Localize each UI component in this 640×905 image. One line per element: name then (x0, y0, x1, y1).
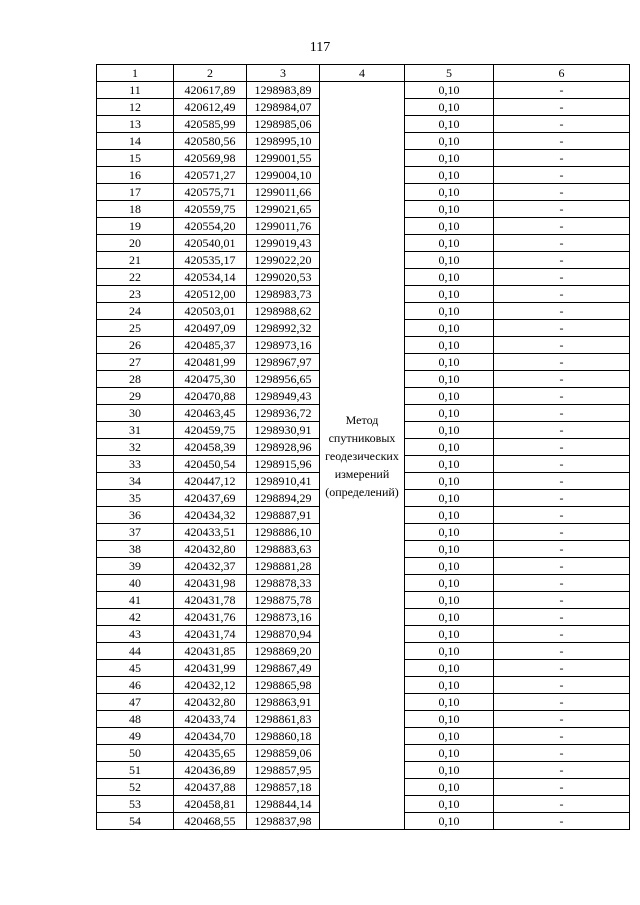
y-coordinate-cell: 1298881,28 (247, 558, 320, 575)
note-cell: - (494, 490, 630, 507)
note-cell: - (494, 575, 630, 592)
x-coordinate-cell: 420612,49 (174, 99, 247, 116)
y-coordinate-cell: 1298857,18 (247, 779, 320, 796)
x-coordinate-cell: 420447,12 (174, 473, 247, 490)
method-cell (320, 82, 405, 830)
y-coordinate-cell: 1298837,98 (247, 813, 320, 830)
accuracy-cell: 0,10 (405, 456, 494, 473)
point-number-cell: 14 (97, 133, 174, 150)
y-coordinate-cell: 1298949,43 (247, 388, 320, 405)
note-cell: - (494, 269, 630, 286)
x-coordinate-cell: 420433,74 (174, 711, 247, 728)
x-coordinate-cell: 420431,99 (174, 660, 247, 677)
note-cell: - (494, 184, 630, 201)
y-coordinate-cell: 1298983,73 (247, 286, 320, 303)
accuracy-cell: 0,10 (405, 626, 494, 643)
note-cell: - (494, 609, 630, 626)
point-number-cell: 32 (97, 439, 174, 456)
point-number-cell: 17 (97, 184, 174, 201)
accuracy-cell: 0,10 (405, 184, 494, 201)
y-coordinate-cell: 1298860,18 (247, 728, 320, 745)
header-col-1: 1 (97, 65, 174, 82)
accuracy-cell: 0,10 (405, 490, 494, 507)
note-cell: - (494, 99, 630, 116)
x-coordinate-cell: 420485,37 (174, 337, 247, 354)
note-cell: - (494, 677, 630, 694)
note-cell: - (494, 507, 630, 524)
method-line: Метод (345, 412, 379, 427)
x-coordinate-cell: 420458,81 (174, 796, 247, 813)
point-number-cell: 16 (97, 167, 174, 184)
header-col-5: 5 (405, 65, 494, 82)
point-number-cell: 15 (97, 150, 174, 167)
note-cell: - (494, 252, 630, 269)
x-coordinate-cell: 420585,99 (174, 116, 247, 133)
point-number-cell: 31 (97, 422, 174, 439)
note-cell: - (494, 796, 630, 813)
point-number-cell: 39 (97, 558, 174, 575)
point-number-cell: 26 (97, 337, 174, 354)
point-number-cell: 49 (97, 728, 174, 745)
x-coordinate-cell: 420459,75 (174, 422, 247, 439)
table-body (97, 82, 630, 830)
y-coordinate-cell: 1298861,83 (247, 711, 320, 728)
point-number-cell: 35 (97, 490, 174, 507)
y-coordinate-cell: 1298857,95 (247, 762, 320, 779)
point-number-cell: 18 (97, 201, 174, 218)
y-coordinate-cell: 1298928,96 (247, 439, 320, 456)
note-cell: - (494, 524, 630, 541)
point-number-cell: 11 (97, 82, 174, 99)
note-cell: - (494, 354, 630, 371)
point-number-cell: 51 (97, 762, 174, 779)
note-cell: - (494, 728, 630, 745)
x-coordinate-cell: 420437,88 (174, 779, 247, 796)
y-coordinate-cell: 1299001,55 (247, 150, 320, 167)
accuracy-cell: 0,10 (405, 167, 494, 184)
accuracy-cell: 0,10 (405, 337, 494, 354)
header-row (97, 65, 630, 82)
y-coordinate-cell: 1298983,89 (247, 82, 320, 99)
y-coordinate-cell: 1298887,91 (247, 507, 320, 524)
method-line: геодезических (325, 448, 399, 463)
header-col-3: 3 (247, 65, 320, 82)
note-cell: - (494, 133, 630, 150)
accuracy-cell: 0,10 (405, 82, 494, 99)
note-cell: - (494, 405, 630, 422)
x-coordinate-cell: 420475,30 (174, 371, 247, 388)
table-header (97, 65, 630, 82)
x-coordinate-cell: 420481,99 (174, 354, 247, 371)
y-coordinate-cell: 1298985,06 (247, 116, 320, 133)
x-coordinate-cell: 420470,88 (174, 388, 247, 405)
x-coordinate-cell: 420535,17 (174, 252, 247, 269)
y-coordinate-cell: 1299022,20 (247, 252, 320, 269)
point-number-cell: 27 (97, 354, 174, 371)
x-coordinate-cell: 420617,89 (174, 82, 247, 99)
y-coordinate-cell: 1298883,63 (247, 541, 320, 558)
note-cell: - (494, 643, 630, 660)
y-coordinate-cell: 1298988,62 (247, 303, 320, 320)
point-number-cell: 38 (97, 541, 174, 558)
point-number-cell: 33 (97, 456, 174, 473)
note-cell: - (494, 592, 630, 609)
note-cell: - (494, 303, 630, 320)
accuracy-cell: 0,10 (405, 218, 494, 235)
accuracy-cell: 0,10 (405, 99, 494, 116)
note-cell: - (494, 711, 630, 728)
point-number-cell: 40 (97, 575, 174, 592)
point-number-cell: 30 (97, 405, 174, 422)
y-coordinate-cell: 1298863,91 (247, 694, 320, 711)
note-cell: - (494, 439, 630, 456)
y-coordinate-cell: 1298936,72 (247, 405, 320, 422)
x-coordinate-cell: 420436,89 (174, 762, 247, 779)
note-cell: - (494, 116, 630, 133)
accuracy-cell: 0,10 (405, 320, 494, 337)
point-number-cell: 19 (97, 218, 174, 235)
y-coordinate-cell: 1298865,98 (247, 677, 320, 694)
x-coordinate-cell: 420540,01 (174, 235, 247, 252)
accuracy-cell: 0,10 (405, 201, 494, 218)
accuracy-cell: 0,10 (405, 405, 494, 422)
point-number-cell: 36 (97, 507, 174, 524)
note-cell: - (494, 371, 630, 388)
y-coordinate-cell: 1299019,43 (247, 235, 320, 252)
accuracy-cell: 0,10 (405, 473, 494, 490)
y-coordinate-cell: 1299021,65 (247, 201, 320, 218)
accuracy-cell: 0,10 (405, 660, 494, 677)
y-coordinate-cell: 1298973,16 (247, 337, 320, 354)
x-coordinate-cell: 420431,98 (174, 575, 247, 592)
accuracy-cell: 0,10 (405, 116, 494, 133)
note-cell: - (494, 82, 630, 99)
note-cell: - (494, 762, 630, 779)
method-line: спутниковых (328, 430, 396, 445)
method-line: (определений) (325, 484, 399, 499)
x-coordinate-cell: 420432,80 (174, 694, 247, 711)
note-cell: - (494, 558, 630, 575)
y-coordinate-cell: 1298894,29 (247, 490, 320, 507)
header-col-2: 2 (174, 65, 247, 82)
accuracy-cell: 0,10 (405, 524, 494, 541)
accuracy-cell: 0,10 (405, 779, 494, 796)
point-number-cell: 46 (97, 677, 174, 694)
note-cell: - (494, 167, 630, 184)
y-coordinate-cell: 1299004,10 (247, 167, 320, 184)
point-number-cell: 50 (97, 745, 174, 762)
x-coordinate-cell: 420559,75 (174, 201, 247, 218)
table-row (97, 82, 630, 99)
accuracy-cell: 0,10 (405, 286, 494, 303)
header-col-4: 4 (320, 65, 405, 82)
point-number-cell: 41 (97, 592, 174, 609)
accuracy-cell: 0,10 (405, 235, 494, 252)
accuracy-cell: 0,10 (405, 796, 494, 813)
y-coordinate-cell: 1298886,10 (247, 524, 320, 541)
accuracy-cell: 0,10 (405, 728, 494, 745)
note-cell: - (494, 660, 630, 677)
y-coordinate-cell: 1298873,16 (247, 609, 320, 626)
x-coordinate-cell: 420435,65 (174, 745, 247, 762)
accuracy-cell: 0,10 (405, 252, 494, 269)
y-coordinate-cell: 1298859,06 (247, 745, 320, 762)
y-coordinate-cell: 1298875,78 (247, 592, 320, 609)
note-cell: - (494, 779, 630, 796)
note-cell: - (494, 218, 630, 235)
y-coordinate-cell: 1298867,49 (247, 660, 320, 677)
y-coordinate-cell: 1298910,41 (247, 473, 320, 490)
x-coordinate-cell: 420434,32 (174, 507, 247, 524)
x-coordinate-cell: 420554,20 (174, 218, 247, 235)
accuracy-cell: 0,10 (405, 813, 494, 830)
x-coordinate-cell: 420432,12 (174, 677, 247, 694)
note-cell: - (494, 286, 630, 303)
accuracy-cell: 0,10 (405, 439, 494, 456)
note-cell: - (494, 320, 630, 337)
x-coordinate-cell: 420450,54 (174, 456, 247, 473)
y-coordinate-cell: 1298992,32 (247, 320, 320, 337)
x-coordinate-cell: 420458,39 (174, 439, 247, 456)
x-coordinate-cell: 420437,69 (174, 490, 247, 507)
coordinates-table (96, 64, 630, 830)
accuracy-cell: 0,10 (405, 388, 494, 405)
y-coordinate-cell: 1298930,91 (247, 422, 320, 439)
x-coordinate-cell: 420433,51 (174, 524, 247, 541)
point-number-cell: 20 (97, 235, 174, 252)
accuracy-cell: 0,10 (405, 269, 494, 286)
y-coordinate-cell: 1299011,76 (247, 218, 320, 235)
x-coordinate-cell: 420534,14 (174, 269, 247, 286)
method-line: измерений (334, 466, 390, 481)
x-coordinate-cell: 420497,09 (174, 320, 247, 337)
point-number-cell: 23 (97, 286, 174, 303)
note-cell: - (494, 150, 630, 167)
point-number-cell: 24 (97, 303, 174, 320)
accuracy-cell: 0,10 (405, 745, 494, 762)
y-coordinate-cell: 1299020,53 (247, 269, 320, 286)
point-number-cell: 53 (97, 796, 174, 813)
page-number: 117 (309, 40, 331, 55)
point-number-cell: 43 (97, 626, 174, 643)
point-number-cell: 37 (97, 524, 174, 541)
accuracy-cell: 0,10 (405, 643, 494, 660)
y-coordinate-cell: 1298844,14 (247, 796, 320, 813)
point-number-cell: 25 (97, 320, 174, 337)
note-cell: - (494, 337, 630, 354)
note-cell: - (494, 422, 630, 439)
x-coordinate-cell: 420580,56 (174, 133, 247, 150)
y-coordinate-cell: 1298869,20 (247, 643, 320, 660)
accuracy-cell: 0,10 (405, 575, 494, 592)
accuracy-cell: 0,10 (405, 592, 494, 609)
note-cell: - (494, 473, 630, 490)
note-cell: - (494, 201, 630, 218)
point-number-cell: 28 (97, 371, 174, 388)
note-cell: - (494, 745, 630, 762)
note-cell: - (494, 235, 630, 252)
point-number-cell: 12 (97, 99, 174, 116)
accuracy-cell: 0,10 (405, 150, 494, 167)
x-coordinate-cell: 420571,27 (174, 167, 247, 184)
x-coordinate-cell: 420503,01 (174, 303, 247, 320)
x-coordinate-cell: 420432,37 (174, 558, 247, 575)
note-cell: - (494, 541, 630, 558)
y-coordinate-cell: 1298995,10 (247, 133, 320, 150)
y-coordinate-cell: 1298967,97 (247, 354, 320, 371)
point-number-cell: 54 (97, 813, 174, 830)
x-coordinate-cell: 420468,55 (174, 813, 247, 830)
y-coordinate-cell: 1298915,96 (247, 456, 320, 473)
header-col-6: 6 (494, 65, 630, 82)
point-number-cell: 29 (97, 388, 174, 405)
x-coordinate-cell: 420512,00 (174, 286, 247, 303)
x-coordinate-cell: 420434,70 (174, 728, 247, 745)
point-number-cell: 45 (97, 660, 174, 677)
note-cell: - (494, 694, 630, 711)
point-number-cell: 13 (97, 116, 174, 133)
accuracy-cell: 0,10 (405, 133, 494, 150)
accuracy-cell: 0,10 (405, 354, 494, 371)
accuracy-cell: 0,10 (405, 507, 494, 524)
accuracy-cell: 0,10 (405, 422, 494, 439)
accuracy-cell: 0,10 (405, 762, 494, 779)
accuracy-cell: 0,10 (405, 541, 494, 558)
x-coordinate-cell: 420569,98 (174, 150, 247, 167)
x-coordinate-cell: 420431,85 (174, 643, 247, 660)
x-coordinate-cell: 420431,78 (174, 592, 247, 609)
x-coordinate-cell: 420432,80 (174, 541, 247, 558)
y-coordinate-cell: 1298870,94 (247, 626, 320, 643)
point-number-cell: 48 (97, 711, 174, 728)
y-coordinate-cell: 1298984,07 (247, 99, 320, 116)
point-number-cell: 22 (97, 269, 174, 286)
x-coordinate-cell: 420575,71 (174, 184, 247, 201)
point-number-cell: 42 (97, 609, 174, 626)
accuracy-cell: 0,10 (405, 371, 494, 388)
point-number-cell: 21 (97, 252, 174, 269)
accuracy-cell: 0,10 (405, 609, 494, 626)
note-cell: - (494, 388, 630, 405)
y-coordinate-cell: 1298956,65 (247, 371, 320, 388)
point-number-cell: 52 (97, 779, 174, 796)
note-cell: - (494, 626, 630, 643)
x-coordinate-cell: 420463,45 (174, 405, 247, 422)
y-coordinate-cell: 1299011,66 (247, 184, 320, 201)
x-coordinate-cell: 420431,76 (174, 609, 247, 626)
point-number-cell: 34 (97, 473, 174, 490)
accuracy-cell: 0,10 (405, 694, 494, 711)
accuracy-cell: 0,10 (405, 677, 494, 694)
note-cell: - (494, 456, 630, 473)
point-number-cell: 44 (97, 643, 174, 660)
point-number-cell: 47 (97, 694, 174, 711)
accuracy-cell: 0,10 (405, 303, 494, 320)
x-coordinate-cell: 420431,74 (174, 626, 247, 643)
accuracy-cell: 0,10 (405, 711, 494, 728)
note-cell: - (494, 813, 630, 830)
y-coordinate-cell: 1298878,33 (247, 575, 320, 592)
accuracy-cell: 0,10 (405, 558, 494, 575)
